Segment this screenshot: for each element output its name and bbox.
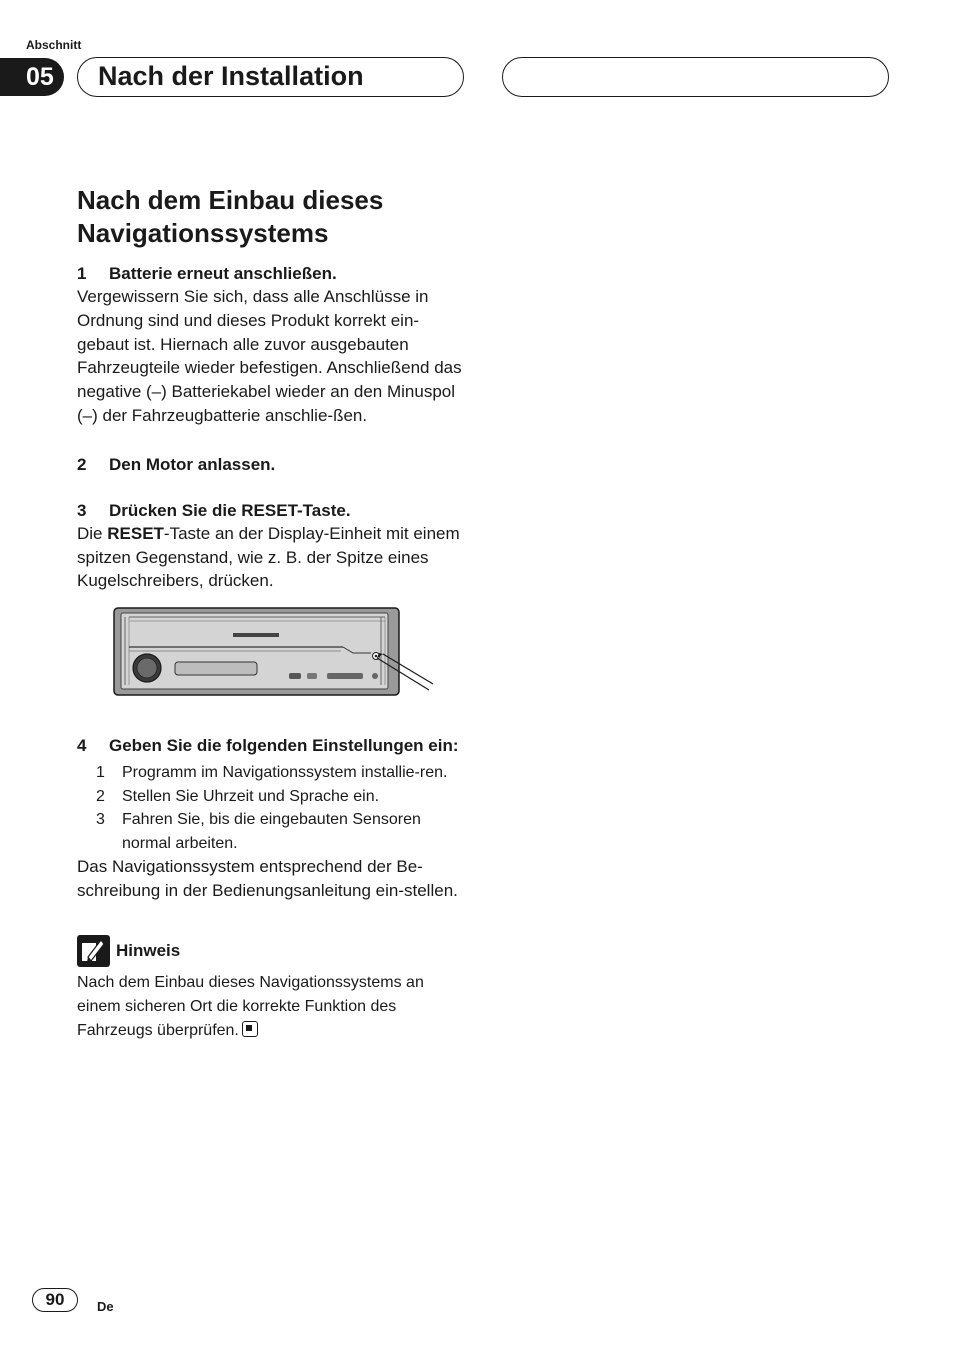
step-1-number: 1: [77, 264, 87, 283]
note-text: [77, 971, 467, 1043]
note-title: Hinweis: [116, 940, 181, 960]
main-content: [77, 184, 467, 1043]
step-4-heading: [77, 734, 467, 757]
step-4-text: Das Navigationssystem entsprechend der Be-schreibung in der Bedienungsanleitung ein-stellen.: [77, 857, 458, 900]
substep-text: Programm im Navigationssystem installie-ren.: [122, 764, 448, 782]
step-2-title: Den Motor anlassen.: [109, 454, 276, 474]
step-3-text-suffix: -Taste an der Display-Einheit mit einem spitzen Gegenstand, wie z. B. der Spitze eines Kugelschreibers, drücken.: [77, 523, 460, 591]
step-4-number: 4: [77, 736, 87, 756]
pencil-note-icon: [77, 935, 110, 967]
substep-number: 3: [96, 811, 105, 829]
step-3-number: 3: [77, 500, 87, 520]
substep-number: 2: [96, 787, 105, 805]
section-empty-box: [502, 57, 889, 97]
list-item: [77, 761, 467, 785]
step-3-heading: [77, 499, 467, 522]
substep-number: 1: [96, 764, 105, 782]
step-3-text-prefix: Die: [77, 523, 108, 543]
step-3-title: Drücken Sie die RESET-Taste.: [109, 500, 351, 520]
note-text-content: Nach dem Einbau dieses Navigationssystems an einem sicheren Ort die korrekte Funktion des Fahrzeugs überprüfen.: [77, 973, 424, 1039]
step-2-heading: [77, 453, 467, 476]
step-2-number: 2: [77, 454, 87, 474]
language-code: De: [97, 1299, 114, 1314]
step-4-title: Geben Sie die folgenden Einstellungen ein:: [109, 736, 459, 756]
page-title: Nach dem Einbau dieses Navigationssystems: [77, 185, 384, 248]
section-label: Abschnitt: [26, 38, 82, 52]
reset-key-label: RESET: [107, 523, 164, 543]
step-3-text: [77, 522, 467, 593]
list-item: [77, 785, 467, 809]
note-heading: [77, 935, 467, 967]
substep-text: Fahren Sie, bis die eingebauten Sensoren normal arbeiten.: [122, 811, 421, 852]
step-4-substeps: [77, 761, 467, 855]
end-mark-icon: [242, 1021, 258, 1037]
step-1-text: Vergewissern Sie sich, dass alle Anschlüsse in Ordnung sind und dieses Produkt korrekt ein-gebaut ist. Hiernach alle zuvor ausgebauten Fahrzeugteile wieder befestigen. Anschließend das negative (–) Batteriekabel wieder an den Minuspol (–) der Fahrzeugbatterie anschlie-ßen.: [77, 287, 462, 425]
page-number: 90: [32, 1288, 78, 1312]
substep-text: Stellen Sie Uhrzeit und Sprache ein.: [122, 787, 380, 805]
list-item: [77, 808, 467, 855]
step-1-title: Batterie erneut anschließen.: [109, 264, 337, 283]
section-title: Nach der Installation: [77, 57, 464, 97]
section-number-tab: 05: [0, 58, 64, 96]
step-1-heading: [77, 262, 467, 285]
display-unit-illustration: [113, 607, 465, 703]
